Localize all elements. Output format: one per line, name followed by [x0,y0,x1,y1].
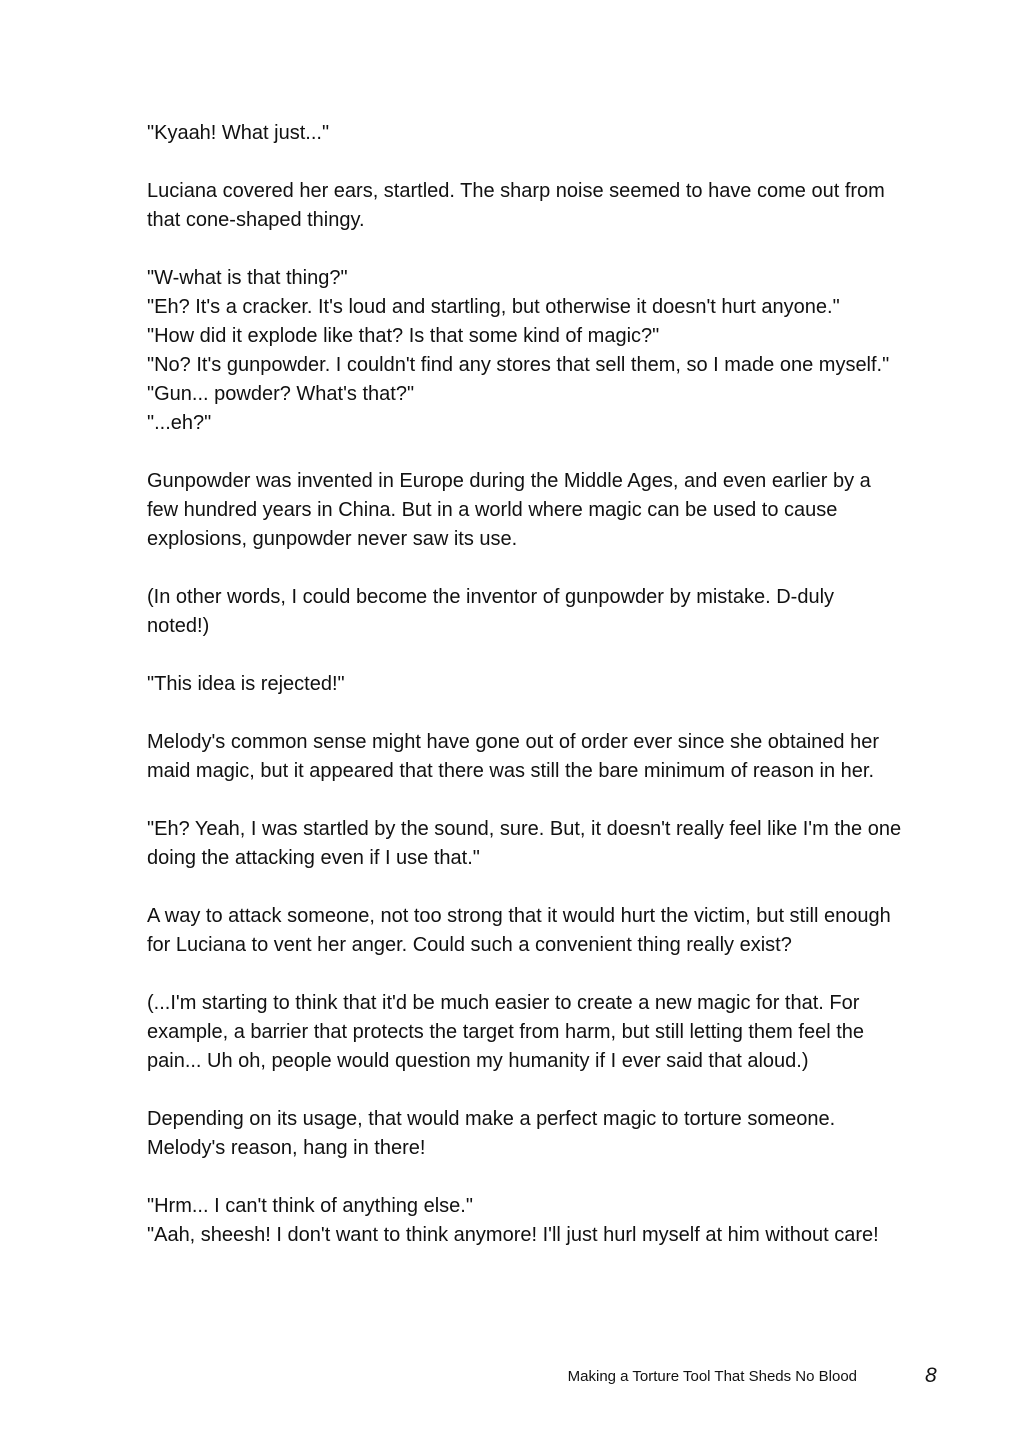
book-title: Making a Torture Tool That Sheds No Blood [567,1368,857,1385]
text-line: (...I'm starting to think that it'd be much easier to create a new magic for that. For [147,992,860,1014]
text-line: "Aah, sheesh! I don't want to think anymore! I'll just hurl myself at him without care! [147,1224,879,1246]
text-line: "Hrm... I can't think of anything else." [147,1195,473,1217]
text-line: pain... Uh oh, people would question my humanity if I ever said that aloud.) [147,1050,809,1072]
text-line: Melody's common sense might have gone out of order ever since she obtained her [147,731,880,753]
text-line: that cone-shaped thingy. [147,209,365,231]
paragraph [147,467,947,554]
text-line: Melody's reason, hang in there! [147,1137,426,1159]
text-line: "...eh?" [147,412,212,434]
paragraph [147,119,947,148]
text-line: Luciana covered her ears, startled. The sharp noise seemed to have come out from [147,180,885,202]
text-line: "Kyaah! What just..." [147,122,330,144]
page-number: 8 [925,1364,937,1387]
text-line: noted!) [147,615,210,637]
paragraph [147,989,947,1076]
text-line: "Eh? It's a cracker. It's loud and startling, but otherwise it doesn't hurt anyone." [147,296,840,318]
text-line: "No? It's gunpowder. I couldn't find any stores that sell them, so I made one myself." [147,354,890,376]
page-body [147,119,947,1279]
text-line: example, a barrier that protects the target from harm, but still letting them feel the [147,1021,865,1043]
text-line: "This idea is rejected!" [147,673,345,695]
page-footer [0,1364,1013,1394]
text-line: doing the attacking even if I use that." [147,847,480,869]
text-line: "How did it explode like that? Is that some kind of magic?" [147,325,660,347]
text-line: maid magic, but it appeared that there was still the bare minimum of reason in her. [147,760,875,782]
text-line: Gunpowder was invented in Europe during the Middle Ages, and even earlier by a [147,470,871,492]
paragraph [147,1105,947,1163]
paragraph [147,583,947,641]
text-line: A way to attack someone, not too strong that it would hurt the victim, but still enough [147,905,891,927]
text-line: "Gun... powder? What's that?" [147,383,415,405]
paragraph [147,728,947,786]
text-line: few hundred years in China. But in a world where magic can be used to cause [147,499,838,521]
text-line: (In other words, I could become the inventor of gunpowder by mistake. D-duly [147,586,835,608]
paragraph [147,815,947,873]
text-line: explosions, gunpowder never saw its use. [147,528,518,550]
paragraph [147,902,947,960]
text-line: "W-what is that thing?" [147,267,348,289]
text-line: "Eh? Yeah, I was startled by the sound, sure. But, it doesn't really feel like I'm the one [147,818,902,840]
text-line: for Luciana to vent her anger. Could such a convenient thing really exist? [147,934,792,956]
paragraph [147,177,947,235]
paragraph [147,1192,947,1250]
paragraph [147,264,947,438]
text-line: Depending on its usage, that would make a perfect magic to torture someone. [147,1108,836,1130]
paragraph [147,670,947,699]
